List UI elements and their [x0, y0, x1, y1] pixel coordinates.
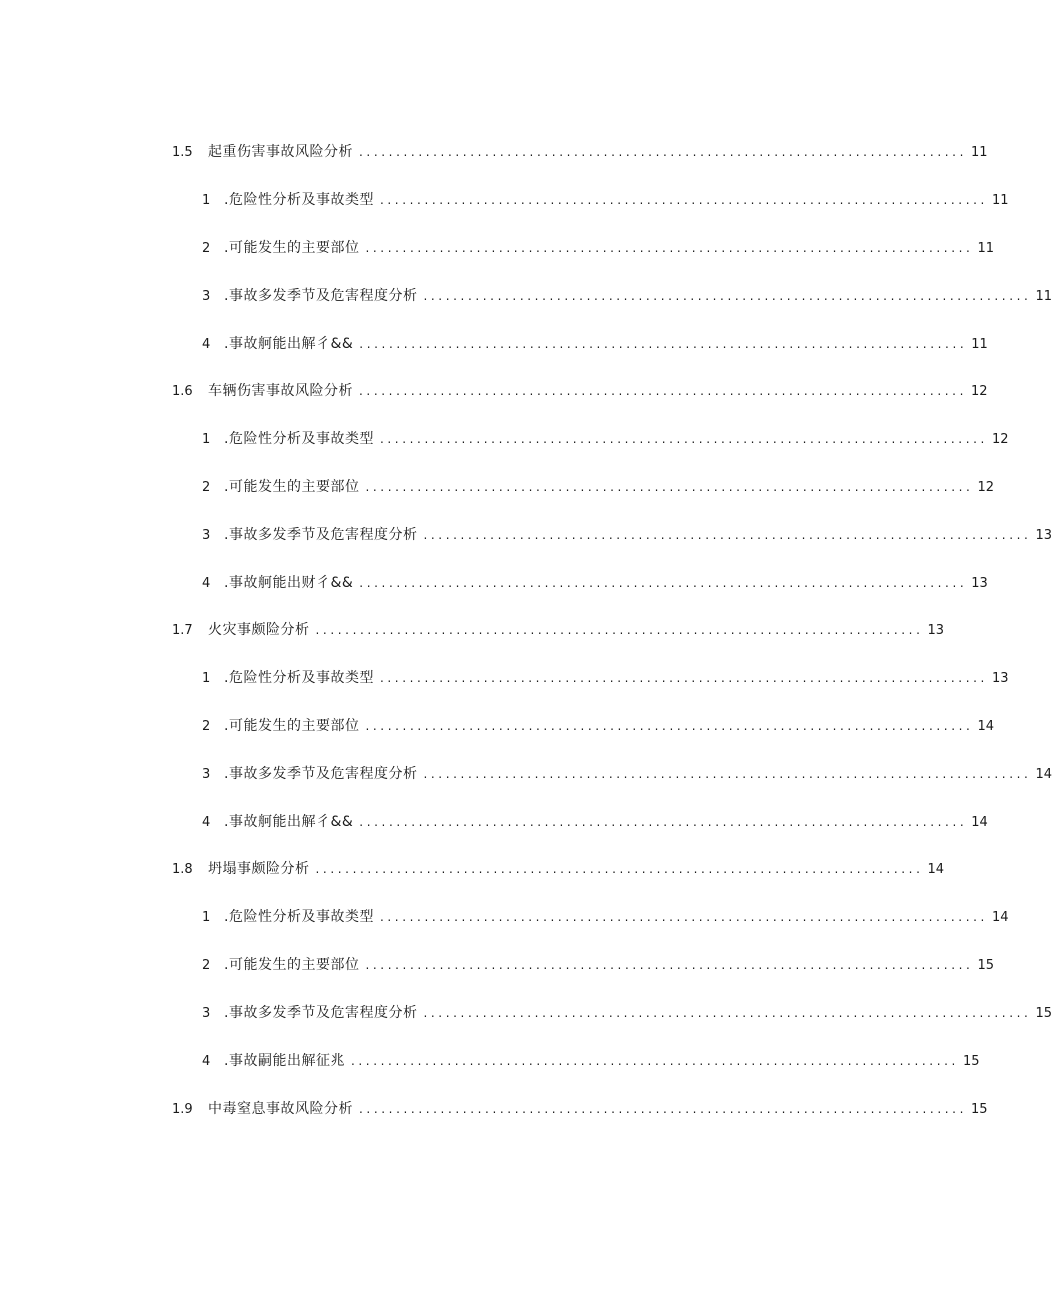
toc-page-number: 14: [927, 862, 945, 877]
toc-leader-dots: ..................................................................................: [359, 576, 968, 590]
toc-title: .可能发生的主要部位: [224, 718, 360, 734]
toc-title: .可能发生的主要部位: [224, 957, 360, 973]
toc-entry[interactable]: [202, 906, 1009, 928]
toc-title: .危险性分析及事故类型: [224, 909, 374, 925]
toc-number: 2: [202, 480, 211, 495]
toc-leader-dots: ..................................................................................: [379, 671, 988, 685]
toc-title: .危险性分析及事故类型: [224, 431, 374, 447]
toc-leader-dots: ..................................................................................: [359, 337, 968, 351]
toc-page-number: 14: [1035, 767, 1052, 782]
toc-page-number: 12: [977, 480, 994, 495]
toc-entry[interactable]: [202, 476, 994, 498]
toc-title: 起重伤害事故风险分析: [208, 144, 353, 160]
toc-leader-dots: ..................................................................................: [423, 528, 1032, 542]
toc-title: .事故多发季节及危害程度分析: [224, 527, 418, 543]
toc-page-number: 13: [971, 576, 988, 591]
toc-entry[interactable]: [202, 189, 1009, 211]
toc-page-number: 11: [970, 145, 988, 160]
toc-leader-dots: ..................................................................................: [315, 862, 924, 876]
toc-entry[interactable]: [172, 1098, 988, 1120]
toc-title: .事故嗣能出解征兆: [224, 1053, 345, 1069]
toc-page-number: 14: [971, 815, 988, 830]
toc-entry[interactable]: [172, 141, 988, 163]
toc-page-number: 13: [991, 671, 1009, 686]
toc-number: 4: [202, 576, 211, 591]
toc-page-number: 11: [991, 193, 1009, 208]
toc-leader-dots: ..................................................................................: [365, 958, 974, 972]
toc-page-number: 13: [1035, 528, 1052, 543]
toc-leader-dots: ..................................................................................: [359, 145, 967, 159]
toc-page-number: 14: [991, 910, 1009, 925]
toc-title: .可能发生的主要部位: [224, 240, 360, 256]
toc-page-number: 15: [962, 1054, 980, 1069]
toc-entry[interactable]: [202, 428, 1009, 450]
toc-entry[interactable]: [202, 954, 994, 976]
toc-number: 2: [202, 719, 211, 734]
toc-entry[interactable]: [202, 237, 994, 259]
toc-number: 2: [202, 958, 211, 973]
toc-page-number: 14: [977, 719, 994, 734]
toc-number: 1.9: [172, 1102, 193, 1117]
toc-title: .事故多发季节及危害程度分析: [224, 288, 418, 304]
toc-entry[interactable]: [202, 763, 1052, 785]
toc-entry[interactable]: [202, 1050, 980, 1072]
toc-title: .事故舸能出解彳&&: [224, 336, 354, 352]
toc-number: 1: [202, 193, 211, 208]
toc-entry[interactable]: [172, 380, 988, 402]
toc-leader-dots: ..................................................................................: [423, 767, 1032, 781]
toc-leader-dots: ..................................................................................: [423, 1006, 1032, 1020]
toc-leader-dots: ..................................................................................: [359, 1102, 967, 1116]
toc-title: 火灾事颇险分析: [208, 622, 310, 638]
toc-title: .事故多发季节及危害程度分析: [224, 1005, 418, 1021]
toc-entry[interactable]: [202, 667, 1009, 689]
toc-entry[interactable]: [202, 1002, 1052, 1024]
toc-title: .事故舸能出解彳&&: [224, 814, 354, 830]
toc-page-number: 11: [977, 241, 994, 256]
toc-leader-dots: ..................................................................................: [365, 480, 974, 494]
toc-title: 车辆伤害事故风险分析: [208, 383, 353, 399]
toc-leader-dots: ..................................................................................: [365, 241, 974, 255]
toc-title: 中毒窒息事故风险分析: [208, 1101, 353, 1117]
toc-number: 1.5: [172, 145, 193, 160]
toc-number: 3: [202, 1006, 211, 1021]
toc-page-number: 11: [1035, 289, 1052, 304]
toc-leader-dots: ..................................................................................: [423, 289, 1032, 303]
toc-title: .事故舸能出财彳&&: [224, 575, 354, 591]
toc-page-number: 15: [977, 958, 994, 973]
toc-page-number: 12: [970, 384, 988, 399]
toc-number: 1.6: [172, 384, 193, 399]
toc-leader-dots: ..................................................................................: [379, 910, 988, 924]
toc-title: .事故多发季节及危害程度分析: [224, 766, 418, 782]
toc-entry[interactable]: [202, 572, 988, 594]
toc-leader-dots: ..................................................................................: [379, 432, 988, 446]
toc-page-number: 13: [927, 623, 945, 638]
toc-number: 1: [202, 910, 211, 925]
toc-entry[interactable]: [202, 285, 1052, 307]
toc-title: .危险性分析及事故类型: [224, 670, 374, 686]
toc-page-number: 15: [1035, 1006, 1052, 1021]
toc-title: .危险性分析及事故类型: [224, 192, 374, 208]
toc-leader-dots: ..................................................................................: [315, 623, 924, 637]
toc-number: 4: [202, 337, 211, 352]
toc-number: 3: [202, 767, 211, 782]
toc-entry[interactable]: [202, 715, 994, 737]
toc-leader-dots: ..................................................................................: [359, 384, 967, 398]
toc-number: 1: [202, 432, 211, 447]
toc-leader-dots: ..................................................................................: [379, 193, 988, 207]
toc-number: 1.7: [172, 623, 193, 638]
toc-number: 4: [202, 815, 211, 830]
toc-number: 1.8: [172, 862, 193, 877]
toc-page-number: 15: [970, 1102, 988, 1117]
toc-page-number: 11: [971, 337, 988, 352]
toc-page-number: 12: [991, 432, 1009, 447]
toc-leader-dots: ..................................................................................: [359, 815, 968, 829]
toc-number: 2: [202, 241, 211, 256]
toc-entry[interactable]: [202, 811, 988, 833]
toc-title: 坍塌事颇险分析: [208, 861, 310, 877]
toc-entry[interactable]: [202, 333, 988, 355]
toc-entry[interactable]: [202, 524, 1052, 546]
toc-leader-dots: ..................................................................................: [350, 1054, 959, 1068]
toc-entry[interactable]: [172, 858, 945, 880]
toc-number: 3: [202, 528, 211, 543]
toc-number: 3: [202, 289, 211, 304]
toc-leader-dots: ..................................................................................: [365, 719, 974, 733]
toc-title: .可能发生的主要部位: [224, 479, 360, 495]
toc-entry[interactable]: [172, 619, 945, 641]
toc-number: 1: [202, 671, 211, 686]
toc-number: 4: [202, 1054, 211, 1069]
